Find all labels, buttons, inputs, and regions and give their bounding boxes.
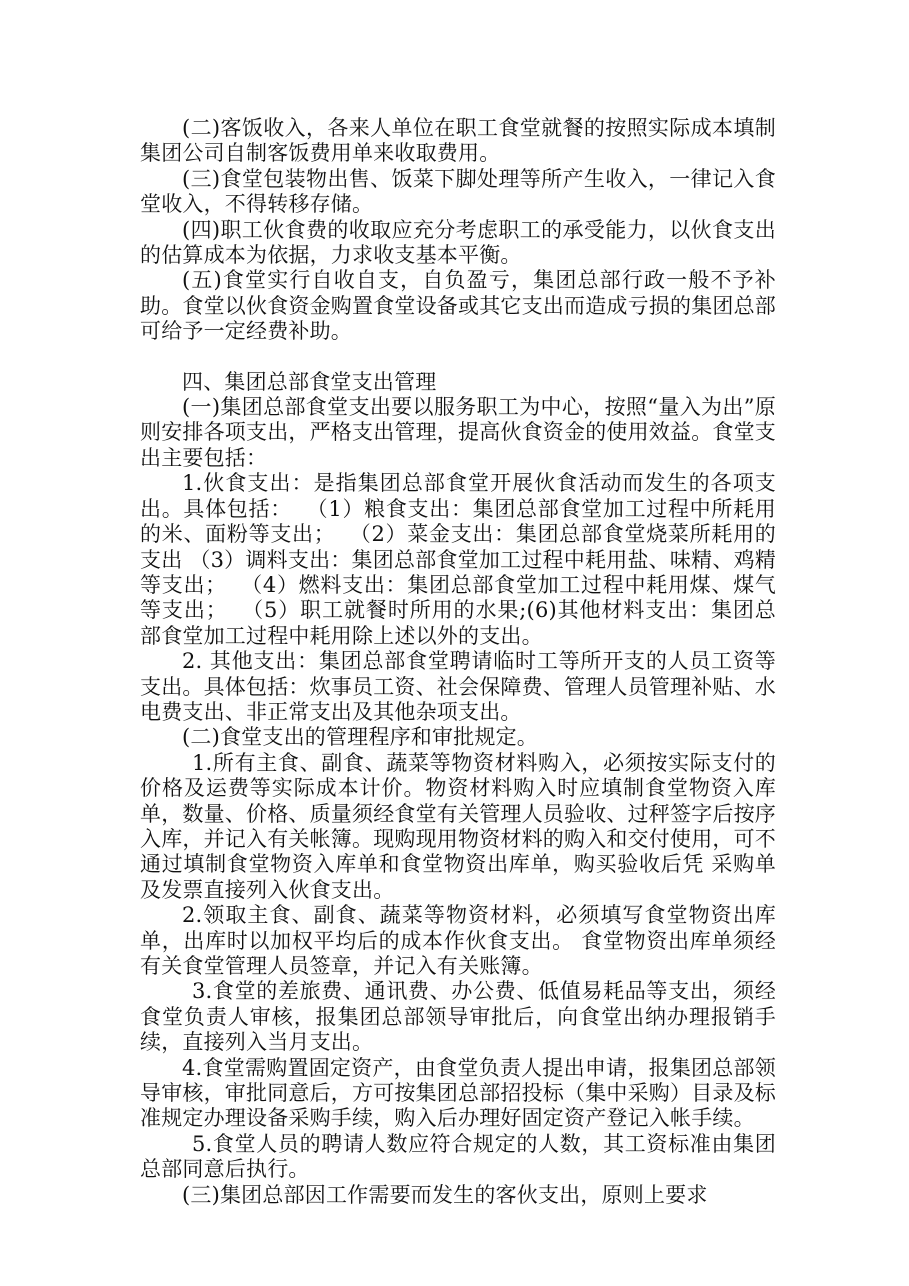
paragraph-expenditure-principle: (一)集团总部食堂支出要以服务职工为中心，按照“量入为出”原则安排各项支出，严格支出管理，提高伙食资金的使用效益。食堂支出主要包括： xyxy=(140,395,776,470)
paragraph-staff-hiring: 5.食堂人员的聘请人数应符合规定的人数，其工资标准由集团总部同意后执行。 xyxy=(140,1131,776,1182)
paragraph-gap xyxy=(140,345,776,370)
paragraph-purchase-rules: 1.所有主食、副食、蔬菜等物资材料购入，必须按实际支付的价格及运费等实际成本计价。物资材料购入时应填制食堂物资入库单，数量、价格、质量须经食堂有关管理人员验收、过秤签字后按序入库，并记入有关帐簿。现购现用物资材料的购入和交付使用，可不通过填制食堂物资入库单和食堂物资出库单，购买验收后凭 采购单及发票直接列入伙食支出。 xyxy=(140,750,776,902)
paragraph-fixed-assets: 4.食堂需购置固定资产，由食堂负责人提出申请，报集团总部领导审核，审批同意后，方可按集团总部招投标（集中采购）目录及标准规定办理设备采购手续，购入后办理好固定资产登记入帐手续。 xyxy=(140,1055,776,1131)
paragraph-requisition-rules: 2.领取主食、副食、蔬菜等物资材料，必须填写食堂物资出库单，出库时以加权平均后的成本作伙食支出。 食堂物资出库单须经有关食堂管理人员签章，并记入有关账簿。 xyxy=(140,903,776,978)
paragraph-self-financing: (五)食堂实行自收自支，自负盈亏，集团总部行政一般不予补助。食堂以伙食资金购置食堂设备或其它支出而造成亏损的集团总部可给予一定经费补助。 xyxy=(140,268,776,344)
document-body xyxy=(140,116,776,1208)
paragraph-guest-meal-expenditure: (三)集团总部因工作需要而发生的客伙支出，原则上要求 xyxy=(182,1182,708,1207)
paragraph-guest-meal-income: (二)客饭收入，各来人单位在职工食堂就餐的按照实际成本填制集团公司自制客饭费用单来收取费用。 xyxy=(140,116,776,166)
paragraph-other-expenditure: 2. 其他支出：集团总部食堂聘请临时工等所开支的人员工资等支出。具体包括：炊事员工资、社会保障费、管理人员管理补贴、水电费支出、非正常支出及其他杂项支出。 xyxy=(140,649,776,724)
paragraph-approval-procedure: (二)食堂支出的管理程序和审批规定。 xyxy=(182,725,538,750)
paragraph-meal-fee-collection: (四)职工伙食费的收取应充分考虑职工的承受能力，以伙食支出的估算成本为依据，力求收支基本平衡。 xyxy=(140,217,776,268)
paragraph-travel-office-expenses: 3.食堂的差旅费、通讯费、办公费、低值易耗品等支出，须经食堂负责人审核，报集团总部领导审批后，向食堂出纳办理报销手续，直接列入当月支出。 xyxy=(140,979,776,1055)
paragraph-meal-expenditure: 1.伙食支出：是指集团总部食堂开展伙食活动而发生的各项支出。具体包括： （1）粮食支出：集团总部食堂加工过程中所耗用的米、面粉等支出； （2）菜金支出：集团总部食堂烧菜所耗用的支出 （3）调料支出：集团总部食堂加工过程中耗用盐、味精、鸡精等支出； （4）燃料支出：集团总部食堂加工过程中耗用煤、煤气等支出； （5）职工就餐时所用的水果;(6)其他材料支出：集团总部食堂加工过程中耗用除上述以外的支出。 xyxy=(140,471,776,648)
section-heading-expenditure: 四、集团总部食堂支出管理 xyxy=(182,369,437,394)
paragraph-packaging-sales-income: (三)食堂包装物出售、饭菜下脚处理等所产生收入，一律记入食堂收入，不得转移存储。 xyxy=(140,166,776,217)
